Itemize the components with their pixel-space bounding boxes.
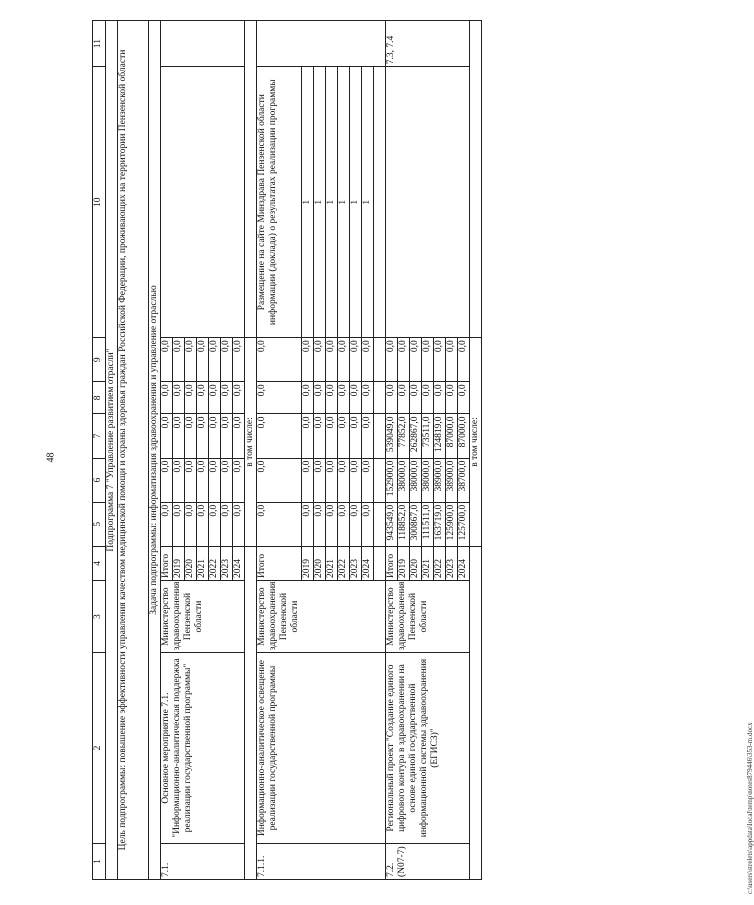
- value-cell: 0,0: [326, 414, 338, 458]
- table-cell: [470, 21, 482, 338]
- value-cell: 0,0: [221, 502, 233, 546]
- value-cell: 38000,0: [398, 458, 410, 502]
- value-cell: 0,0: [446, 338, 458, 382]
- year-cell: 2019: [173, 546, 185, 580]
- value-cell: 0,0: [185, 382, 197, 414]
- year-cell: 2022: [338, 546, 350, 580]
- value-cell: 0,0: [209, 414, 221, 458]
- table-cell: [374, 546, 386, 580]
- value-cell: 0,0: [338, 502, 350, 546]
- value-cell: 38900,0: [434, 458, 446, 502]
- value-cell: 0,0: [257, 382, 302, 414]
- value-cell: 943549,0: [386, 502, 398, 546]
- indicator-cell: [257, 21, 386, 67]
- value-cell: 0,0: [410, 338, 422, 382]
- year-cell: 2019: [302, 546, 314, 580]
- value-cell: 0,0: [221, 382, 233, 414]
- value-cell: 0,0: [314, 502, 326, 546]
- in-total-row: [245, 21, 257, 880]
- year-cell: 2021: [422, 546, 434, 580]
- value-cell: 38000,0: [422, 458, 434, 502]
- year-cell: Итого: [386, 546, 398, 580]
- value-cell: 0,0: [161, 414, 173, 458]
- row-executor: Министерство здравоохранения Пензенской области: [161, 580, 245, 652]
- column-header: 6: [93, 458, 106, 502]
- year-cell: 2023: [221, 546, 233, 580]
- value-cell: 0,0: [350, 502, 362, 546]
- value-cell: 0,0: [209, 502, 221, 546]
- result-value-cell: 1: [302, 67, 314, 338]
- value-cell: 0,0: [398, 338, 410, 382]
- year-cell: 2023: [446, 546, 458, 580]
- column-header: 1: [93, 843, 106, 879]
- value-cell: 0,0: [362, 382, 374, 414]
- row-number: 7.2. (N07-7): [386, 843, 470, 879]
- table-cell: [374, 414, 386, 458]
- column-header: 5: [93, 502, 106, 546]
- column-header: 11: [93, 21, 106, 67]
- row-executor: Министерство здравоохранения Пензенской области: [257, 580, 386, 652]
- table-cell: [470, 546, 482, 879]
- value-cell: 0,0: [422, 338, 434, 382]
- value-cell: 0,0: [326, 338, 338, 382]
- value-cell: 0,0: [362, 338, 374, 382]
- indicator-cell: [161, 21, 245, 67]
- value-cell: 0,0: [434, 338, 446, 382]
- value-cell: 0,0: [173, 382, 185, 414]
- value-cell: 0,0: [197, 338, 209, 382]
- table-cell: [374, 338, 386, 382]
- value-cell: 0,0: [161, 382, 173, 414]
- value-cell: 0,0: [257, 502, 302, 546]
- value-cell: 0,0: [386, 382, 398, 414]
- value-cell: 0,0: [302, 382, 314, 414]
- result-cell: [386, 67, 470, 338]
- row-executor: Министерство здравоохранения Пензенской области: [386, 580, 470, 652]
- table-row: [257, 21, 302, 880]
- year-cell: 2024: [362, 546, 374, 580]
- value-cell: 87000,0: [458, 414, 470, 458]
- value-cell: 0,0: [362, 458, 374, 502]
- year-cell: 2020: [185, 546, 197, 580]
- value-cell: 0,0: [314, 338, 326, 382]
- column-header: 4: [93, 546, 106, 580]
- value-cell: 0,0: [458, 338, 470, 382]
- value-cell: 0,0: [209, 338, 221, 382]
- value-cell: 262867,0: [410, 414, 422, 458]
- year-cell: 2024: [233, 546, 245, 580]
- value-cell: 0,0: [314, 414, 326, 458]
- in-total-label: в том числе:: [245, 338, 257, 547]
- value-cell: 152900,0: [386, 458, 398, 502]
- value-cell: 0,0: [209, 382, 221, 414]
- year-cell: 2022: [434, 546, 446, 580]
- in-total-label: в том числе:: [470, 338, 482, 547]
- value-cell: 0,0: [410, 382, 422, 414]
- value-cell: 0,0: [257, 458, 302, 502]
- value-cell: 0,0: [314, 458, 326, 502]
- value-cell: 38900,0: [446, 458, 458, 502]
- value-cell: 73511,0: [422, 414, 434, 458]
- year-cell: 2019: [398, 546, 410, 580]
- year-cell: 2021: [326, 546, 338, 580]
- value-cell: 0,0: [209, 458, 221, 502]
- in-total-row: [470, 21, 482, 880]
- value-cell: 0,0: [197, 414, 209, 458]
- table-cell: [374, 67, 386, 338]
- value-cell: 0,0: [197, 458, 209, 502]
- value-cell: 163719,0: [434, 502, 446, 546]
- rotated-table-container: [92, 20, 580, 880]
- column-header: 8: [93, 382, 106, 414]
- year-cell: 2023: [350, 546, 362, 580]
- subprogram-task: Задача подпрограммы: информатизация здравоохранения и управление отраслью: [149, 21, 161, 880]
- value-cell: 539049,0: [386, 414, 398, 458]
- result-value-cell: 1: [350, 67, 362, 338]
- program-table: [92, 20, 482, 880]
- table-row: [161, 21, 173, 880]
- value-cell: 0,0: [221, 458, 233, 502]
- year-cell: 2021: [197, 546, 209, 580]
- subprogram-goal: Цель подпрограммы: повышение эффективности управления качеством медицинской помощи и охраны здоровья граждан Российской Федерации, проживающих на территории Пензенской области: [118, 21, 149, 880]
- value-cell: 0,0: [302, 458, 314, 502]
- value-cell: 0,0: [161, 502, 173, 546]
- page-number: 48: [45, 452, 57, 463]
- value-cell: 0,0: [338, 382, 350, 414]
- value-cell: 124819,0: [434, 414, 446, 458]
- year-cell: 2020: [314, 546, 326, 580]
- value-cell: 0,0: [233, 382, 245, 414]
- value-cell: 0,0: [233, 502, 245, 546]
- table-cell: [374, 458, 386, 502]
- result-value-cell: 1: [338, 67, 350, 338]
- result-value-cell: 1: [362, 67, 374, 338]
- value-cell: 87000,0: [446, 414, 458, 458]
- file-path-footer: c:\users\strelets\appdata\local\temp\notes879446\353-m.docx: [746, 722, 754, 894]
- year-cell: Итого: [161, 546, 173, 580]
- row-group-7-1: [161, 21, 257, 880]
- value-cell: 0,0: [221, 414, 233, 458]
- value-cell: 0,0: [257, 338, 302, 382]
- value-cell: 0,0: [458, 382, 470, 414]
- year-cell: Итого: [257, 546, 302, 580]
- value-cell: 0,0: [302, 338, 314, 382]
- value-cell: 0,0: [185, 338, 197, 382]
- row-name: Основное мероприятие 7.1. "Информационно-аналитическая поддержка реализации государственной программы": [161, 653, 245, 844]
- value-cell: 38000,0: [410, 458, 422, 502]
- value-cell: 0,0: [350, 338, 362, 382]
- value-cell: 0,0: [185, 458, 197, 502]
- value-cell: 0,0: [362, 414, 374, 458]
- table-row: [386, 21, 398, 880]
- table-cell: [245, 21, 257, 338]
- value-cell: 0,0: [350, 382, 362, 414]
- row-group-7-1-1: [257, 21, 386, 880]
- value-cell: 0,0: [257, 414, 302, 458]
- row-number: 7.1.1.: [257, 843, 386, 879]
- value-cell: 0,0: [173, 338, 185, 382]
- value-cell: 0,0: [302, 502, 314, 546]
- table-cell: [245, 546, 257, 879]
- value-cell: 0,0: [434, 382, 446, 414]
- column-header: 3: [93, 580, 106, 652]
- value-cell: 0,0: [233, 414, 245, 458]
- value-cell: 0,0: [173, 502, 185, 546]
- value-cell: 0,0: [173, 458, 185, 502]
- value-cell: 0,0: [197, 382, 209, 414]
- value-cell: 0,0: [185, 502, 197, 546]
- row-name: Региональный проект "Создание единого цифрового контура в здравоохранении на основе единой государственной информационной системы здравоохранения (ЕГИСЗ)": [386, 653, 470, 844]
- value-cell: 0,0: [233, 338, 245, 382]
- result-cell: [161, 67, 245, 338]
- value-cell: 0,0: [314, 382, 326, 414]
- result-cell: Размещение на сайте Минздрава Пензенской области информации (доклада) о результатах реализации программы: [257, 67, 302, 338]
- result-value-cell: 1: [326, 67, 338, 338]
- value-cell: 0,0: [386, 338, 398, 382]
- value-cell: 0,0: [185, 414, 197, 458]
- value-cell: 0,0: [161, 338, 173, 382]
- value-cell: 0,0: [338, 414, 350, 458]
- value-cell: 0,0: [398, 382, 410, 414]
- value-cell: 0,0: [362, 502, 374, 546]
- row-group-7-2: [386, 21, 482, 880]
- value-cell: 0,0: [350, 414, 362, 458]
- value-cell: 77852,0: [398, 414, 410, 458]
- value-cell: 125700,0: [458, 502, 470, 546]
- row-name: Информационно-аналитическое освещение реализации государственной программы: [257, 653, 386, 844]
- value-cell: 0,0: [161, 458, 173, 502]
- column-header: 9: [93, 338, 106, 382]
- year-cell: 2022: [209, 546, 221, 580]
- indicator-cell: 7.3, 7.4: [386, 21, 470, 67]
- value-cell: 0,0: [233, 458, 245, 502]
- value-cell: 0,0: [446, 382, 458, 414]
- row-number: 7.1.: [161, 843, 245, 879]
- value-cell: 0,0: [338, 338, 350, 382]
- value-cell: 0,0: [326, 458, 338, 502]
- header-row: [93, 21, 106, 880]
- value-cell: 0,0: [326, 382, 338, 414]
- value-cell: 0,0: [302, 414, 314, 458]
- value-cell: 118852,0: [398, 502, 410, 546]
- value-cell: 125900,0: [446, 502, 458, 546]
- table-cell: [374, 382, 386, 414]
- value-cell: 111511,0: [422, 502, 434, 546]
- value-cell: 0,0: [197, 502, 209, 546]
- value-cell: 0,0: [326, 502, 338, 546]
- year-cell: 2020: [410, 546, 422, 580]
- column-header: 10: [93, 67, 106, 338]
- value-cell: 0,0: [350, 458, 362, 502]
- table-cell: [374, 502, 386, 546]
- value-cell: 0,0: [338, 458, 350, 502]
- year-cell: 2024: [458, 546, 470, 580]
- value-cell: 300867,0: [410, 502, 422, 546]
- column-header: 2: [93, 653, 106, 844]
- subprogram-title: Подпрограмма 7 "Управление развитием отрасли": [106, 21, 118, 880]
- value-cell: 0,0: [221, 338, 233, 382]
- column-header: 7: [93, 414, 106, 458]
- value-cell: 38700,0: [458, 458, 470, 502]
- value-cell: 0,0: [422, 382, 434, 414]
- result-value-cell: 1: [314, 67, 326, 338]
- value-cell: 0,0: [173, 414, 185, 458]
